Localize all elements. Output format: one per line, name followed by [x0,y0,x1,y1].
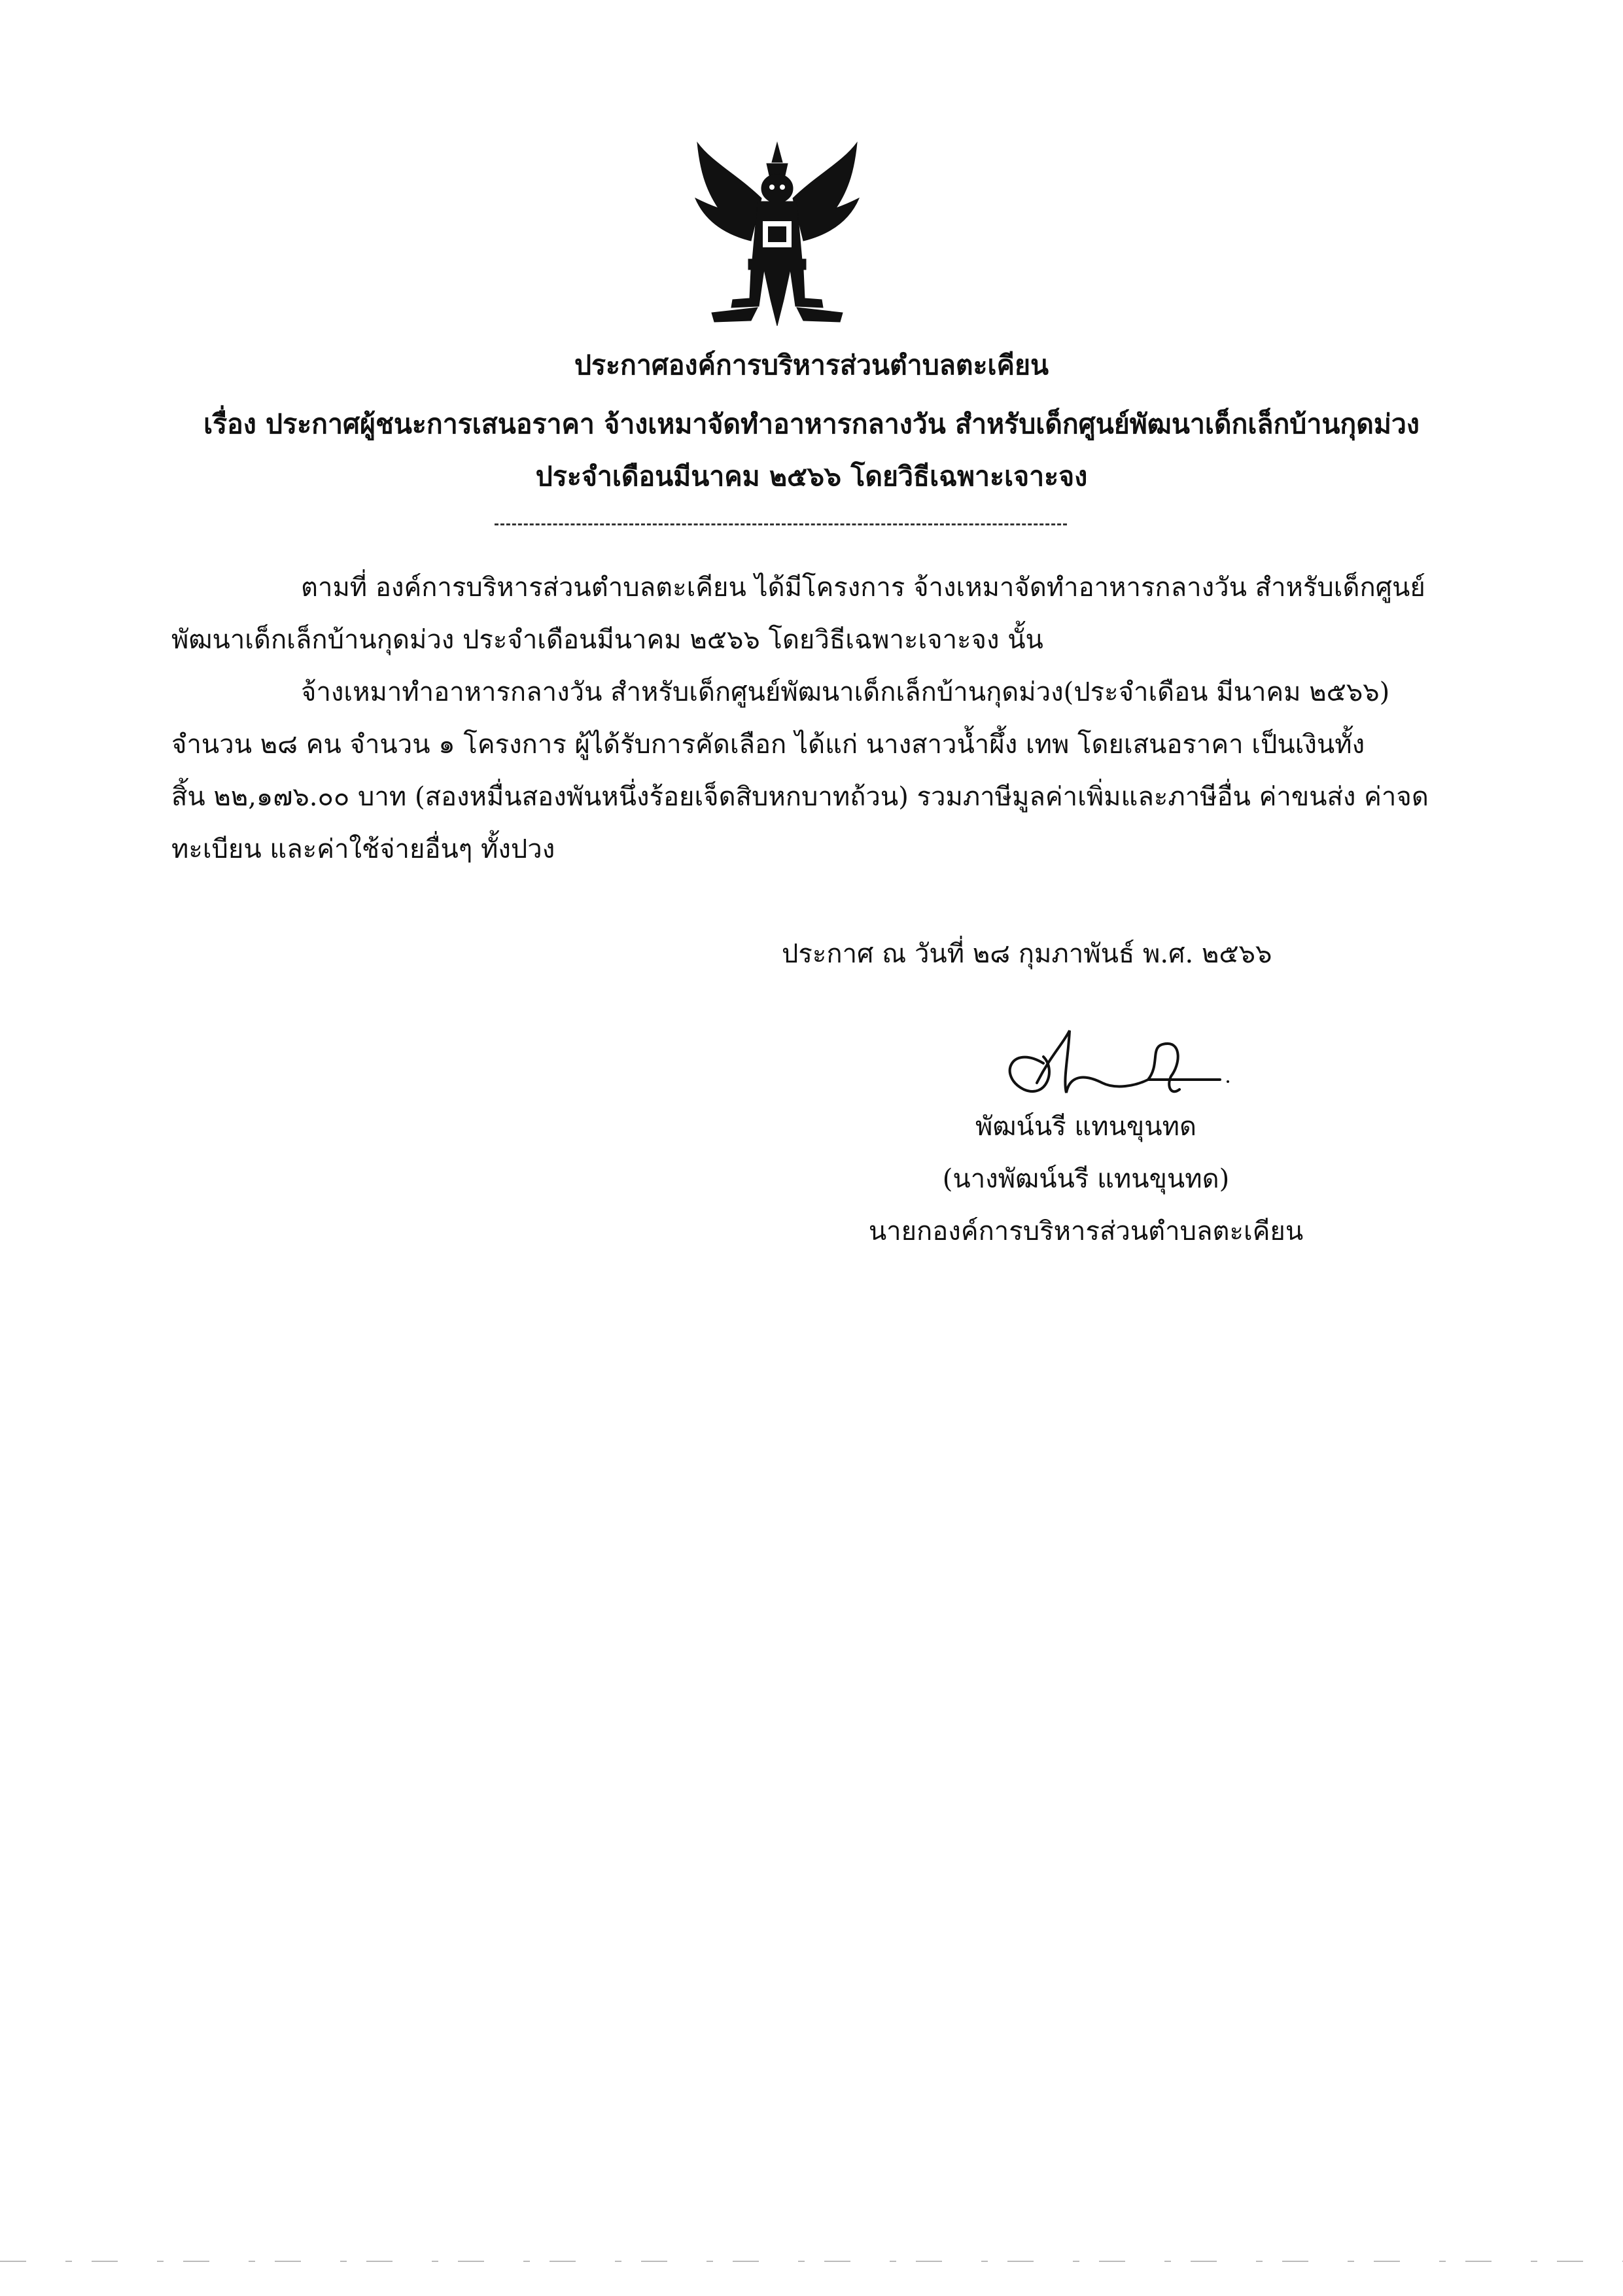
signer-full-name: (นางพัฒน์นรี แทนขุนทด) [942,1164,1230,1194]
handwritten-signature-icon [985,1017,1233,1109]
divider [495,523,1067,525]
paragraph-2-line-4: ทะเบียน และค่าใช้จ่ายอื่นๆ ทั้งปวง [171,834,555,864]
scan-artifact-line [0,2261,1623,2262]
announcement-date: ประกาศ ณ วันที่ ๒๘ กุมภาพันธ์ พ.ศ. ๒๕๖๖ [782,939,1272,969]
paragraph-1-line-1: ตามที่ องค์การบริหารส่วนตำบลตะเคียน ได้มีโครงการ จ้างเหมาจัดทำอาหารกลางวัน สำหรับเด็กศูนย์ [301,573,1425,603]
signer-position: นายกองค์การบริหารส่วนตำบลตะเคียน [868,1216,1304,1246]
subject-line-2: ประจำเดือนมีนาคม ๒๕๖๖ โดยวิธีเฉพาะเจาะจง [535,461,1088,492]
paragraph-1-line-2: พัฒนาเด็กเล็กบ้านกุดม่วง ประจำเดือนมีนาคม ๒๕๖๖ โดยวิธีเฉพาะเจาะจง นั้น [171,625,1043,655]
garuda-emblem-icon [686,136,869,332]
paragraph-2-line-3: สิ้น ๒๒,๑๗๖.๐๐ บาท (สองหมื่นสองพันหนึ่งร้อยเจ็ดสิบหกบาทถ้วน) รวมภาษีมูลค่าเพิ่มและภาษีอื่น ค่าขนส่ง ค่าจด [171,782,1429,812]
paragraph-2-line-2: จำนวน ๒๘ คน จำนวน ๑ โครงการ ผู้ได้รับการคัดเลือก ได้แก่ นางสาวน้ำผึ้ง เทพ โดยเสนอราคา เป็นเงินทั้ง [171,730,1365,760]
signer-name: พัฒน์นรี แทนขุนทด [975,1112,1196,1142]
paragraph-2-line-1: จ้างเหมาทำอาหารกลางวัน สำหรับเด็กศูนย์พัฒนาเด็กเล็กบ้านกุดม่วง(ประจำเดือน มีนาคม ๒๕๖๖) [301,677,1390,707]
subject-line: เรื่อง ประกาศผู้ชนะการเสนอราคา จ้างเหมาจัดทำอาหารกลางวัน สำหรับเด็กศูนย์พัฒนาเด็กเล็กบ้านกุดม่วง [203,408,1420,440]
org-title: ประกาศองค์การบริหารส่วนตำบลตะเคียน [574,349,1049,381]
